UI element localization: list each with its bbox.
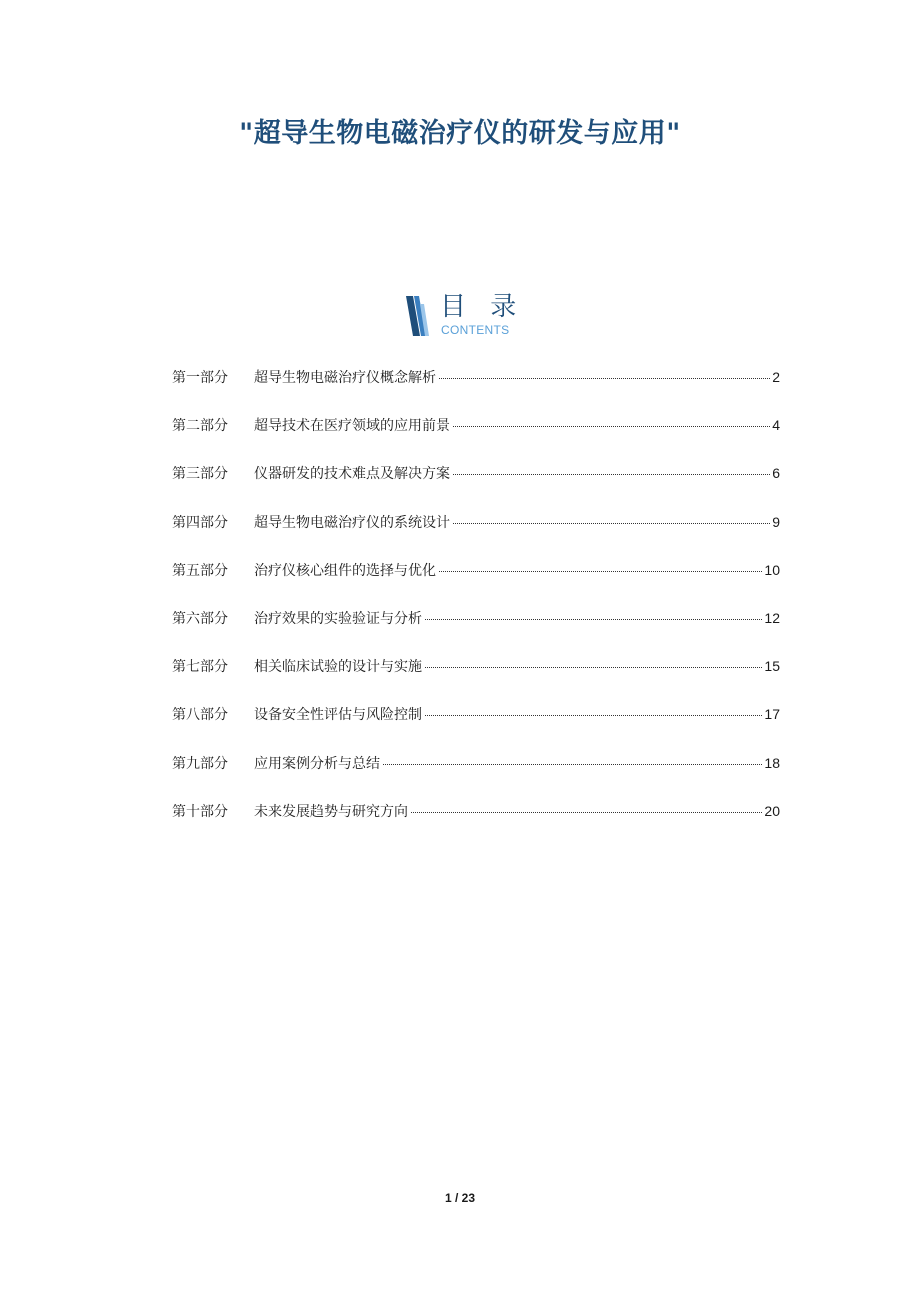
toc-entry-title: 仪器研发的技术难点及解决方案 <box>254 466 450 483</box>
toc-entry[interactable] <box>172 557 780 605</box>
toc-entry[interactable] <box>172 798 780 846</box>
toc-subheading: CONTENTS <box>441 323 510 337</box>
toc-dot-leader <box>411 812 762 813</box>
toc-dot-leader <box>383 764 762 765</box>
toc-entry-title: 超导生物电磁治疗仪的系统设计 <box>254 514 450 531</box>
page-indicator: 1 / 23 <box>444 1191 476 1205</box>
toc-entry[interactable] <box>172 460 780 508</box>
toc-entry[interactable] <box>172 364 780 412</box>
toc-entry[interactable] <box>172 750 780 798</box>
toc-entry-title: 相关临床试验的设计与实施 <box>254 659 422 676</box>
toc-page-number: 2 <box>772 369 780 385</box>
toc-page-number: 10 <box>764 561 780 578</box>
toc-dot-leader <box>425 619 762 620</box>
toc-dot-leader <box>439 571 762 572</box>
toc-part-label: 第二部分 <box>172 418 228 435</box>
toc-part-label: 第五部分 <box>172 562 228 579</box>
toc-dot-leader <box>453 474 770 475</box>
toc-entry-title: 超导技术在医疗领域的应用前景 <box>254 418 450 435</box>
toc-part-label: 第七部分 <box>172 659 228 676</box>
toc-stripes-icon <box>404 294 430 338</box>
toc-part-label: 第八部分 <box>172 707 228 724</box>
toc-page-number: 9 <box>772 513 780 530</box>
toc-page-number: 4 <box>772 417 780 434</box>
toc-dot-leader <box>453 426 770 427</box>
toc-part-label: 第六部分 <box>172 610 228 627</box>
toc-entry-title: 治疗仪核心组件的选择与优化 <box>254 562 436 579</box>
toc-part-label: 第四部分 <box>172 514 228 531</box>
toc-entry[interactable] <box>172 605 780 653</box>
toc-entry[interactable] <box>172 509 780 557</box>
toc-entry-title: 未来发展趋势与研究方向 <box>254 803 408 820</box>
toc-entry-title: 应用案例分析与总结 <box>254 755 380 772</box>
toc-page-number: 18 <box>764 754 780 771</box>
toc-dot-leader <box>439 378 770 379</box>
toc-entry[interactable] <box>172 701 780 749</box>
table-of-contents <box>172 364 780 846</box>
toc-part-label: 第十部分 <box>172 803 228 820</box>
toc-entry-title: 治疗效果的实验验证与分析 <box>254 610 422 627</box>
toc-header <box>404 292 544 340</box>
toc-entry[interactable] <box>172 412 780 460</box>
toc-dot-leader <box>453 523 770 524</box>
toc-entry-title: 超导生物电磁治疗仪概念解析 <box>254 370 436 386</box>
toc-entry[interactable] <box>172 653 780 701</box>
toc-part-label: 第九部分 <box>172 755 228 772</box>
toc-part-label: 第一部分 <box>172 370 228 386</box>
toc-page-number: 15 <box>764 658 780 675</box>
toc-page-number: 20 <box>764 802 780 819</box>
toc-part-label: 第三部分 <box>172 466 228 483</box>
toc-page-number: 17 <box>764 706 780 723</box>
toc-heading: 目 录 <box>440 292 525 322</box>
toc-dot-leader <box>425 715 762 716</box>
toc-entry-title: 设备安全性评估与风险控制 <box>254 707 422 724</box>
toc-dot-leader <box>425 667 762 668</box>
toc-page-number: 12 <box>764 609 780 626</box>
toc-page-number: 6 <box>772 465 780 482</box>
document-title: "超导生物电磁治疗仪的研发与应用" <box>239 118 681 149</box>
